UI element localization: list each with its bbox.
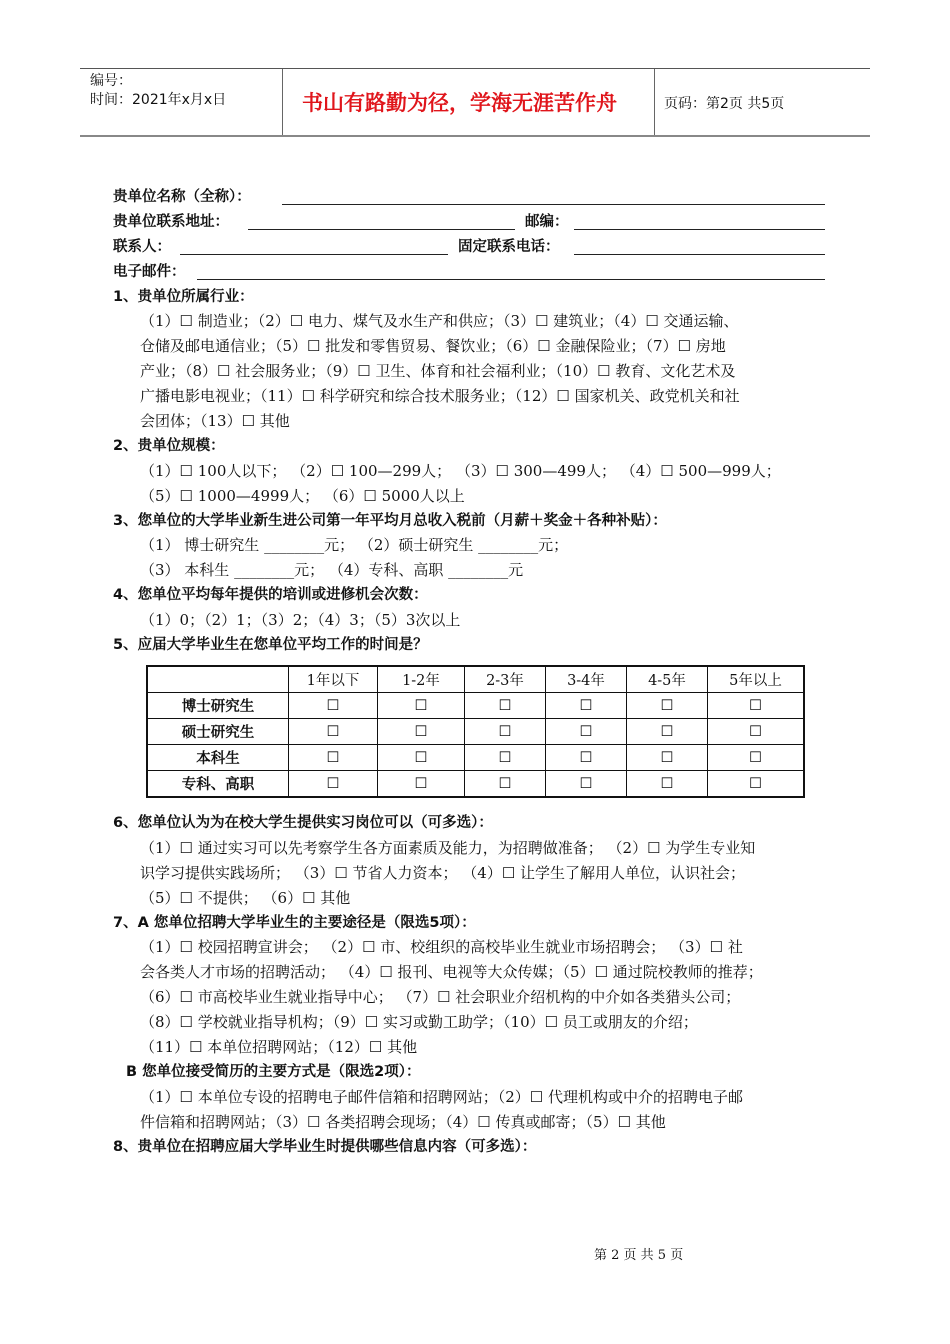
q3-line: （3） 本科生 ________元； （4）专科、高职 ________元: [140, 561, 524, 579]
checkbox[interactable]: ☐: [708, 745, 805, 771]
checkbox[interactable]: ☐: [378, 693, 465, 719]
table-header-row: [147, 666, 804, 693]
checkbox[interactable]: ☐: [627, 771, 708, 798]
q1-line: 产业；（8）☐ 社会服务业；（9）☐ 卫生、体育和社会福利业；（10）☐ 教育、文化艺术及: [140, 362, 736, 380]
q2-line: （1）☐ 100人以下； （2）☐ 100—299人； （3）☐ 300—499人； （4）☐ 500—999人；: [140, 462, 781, 480]
q6-line: （5）☐ 不提供； （6）☐ 其他: [140, 889, 351, 907]
q3-line: （1） 博士研究生 ________元； （2）硕士研究生 ________元；: [140, 536, 569, 554]
q1-line: 会团体；（13）☐ 其他: [140, 412, 290, 430]
q1-title: 1、贵单位所属行业：: [113, 289, 254, 305]
q7-line: （1）☐ 校园招聘宣讲会； （2）☐ 市、校组织的高校毕业生就业市场招聘会； （3）☐ 社: [140, 938, 743, 956]
q7-title: 7、A 您单位招聘大学毕业生的主要途径是（限选5项）：: [113, 915, 476, 931]
q5-title: 5、应届大学毕业生在您单位平均工作的时间是？: [113, 637, 428, 653]
table-row: [147, 719, 804, 745]
q1-line: 仓储及邮电通信业；（5）☐ 批发和零售贸易、餐饮业；（6）☐ 金融保险业；（7）☐ 房地: [140, 337, 726, 355]
checkbox[interactable]: ☐: [289, 719, 378, 745]
checkbox[interactable]: ☐: [546, 745, 627, 771]
q4-line: （1）0；（2）1；（3）2；（4）3；（5）3次以上: [140, 611, 461, 629]
label-name: 贵单位名称（全称）：: [113, 189, 251, 205]
field-contact[interactable]: [180, 254, 448, 255]
field-postcode[interactable]: [574, 229, 825, 230]
label-address: 贵单位联系地址：: [113, 214, 229, 230]
checkbox[interactable]: ☐: [546, 693, 627, 719]
q2-line: （5）☐ 1000—4999人； （6）☐ 5000人以上: [140, 487, 465, 505]
label-email: 电子邮件：: [113, 264, 186, 280]
date-label: 时间：2021年x月x日: [90, 92, 227, 108]
page-header: [80, 68, 870, 137]
checkbox[interactable]: ☐: [289, 771, 378, 798]
q7b-title: B 您单位接受简历的主要方式是（限选2项）：: [126, 1064, 421, 1080]
q5-table: [146, 665, 805, 798]
q7b-line: 件信箱和招聘网站；（3）☐ 各类招聘会现场；（4）☐ 传真或邮寄；（5）☐ 其他: [140, 1113, 666, 1131]
q4-title: 4、您单位平均每年提供的培训或进修机会次数：: [113, 587, 428, 603]
row-header: 专科、高职: [147, 771, 289, 798]
q6-line: （1）☐ 通过实习可以先考察学生各方面素质及能力，为招聘做准备； （2）☐ 为学生专业知: [140, 839, 756, 857]
checkbox[interactable]: ☐: [378, 719, 465, 745]
checkbox[interactable]: ☐: [627, 693, 708, 719]
column-header: 1年以下: [289, 666, 378, 693]
field-address[interactable]: [248, 229, 515, 230]
label-contact: 联系人：: [113, 239, 171, 255]
checkbox[interactable]: ☐: [465, 693, 546, 719]
q1-line: 广播电影电视业；（11）☐ 科学研究和综合技术服务业；（12）☐ 国家机关、政党机关和社: [140, 387, 740, 405]
field-email[interactable]: [197, 279, 825, 280]
checkbox[interactable]: ☐: [289, 745, 378, 771]
checkbox[interactable]: ☐: [627, 745, 708, 771]
q6-title: 6、您单位认为为在校大学生提供实习岗位可以（可多选）：: [113, 815, 493, 831]
checkbox[interactable]: ☐: [465, 771, 546, 798]
column-header: 3-4年: [546, 666, 627, 693]
checkbox[interactable]: ☐: [708, 693, 805, 719]
column-header: 1-2年: [378, 666, 465, 693]
checkbox[interactable]: ☐: [708, 719, 805, 745]
label-phone: 固定联系电话：: [458, 239, 560, 255]
checkbox[interactable]: ☐: [546, 719, 627, 745]
checkbox[interactable]: ☐: [465, 745, 546, 771]
q2-title: 2、贵单位规模：: [113, 438, 225, 454]
q1-line: （1）☐ 制造业；（2）☐ 电力、煤气及水生产和供应；（3）☐ 建筑业；（4）☐ 交通运输、: [140, 312, 739, 330]
q7-line: （11）☐ 本单位招聘网站；（12）☐ 其他: [140, 1038, 418, 1056]
q7b-line: （1）☐ 本单位专设的招聘电子邮件信箱和招聘网站；（2）☐ 代理机构或中介的招聘电子邮: [140, 1088, 744, 1106]
column-header: 4-5年: [627, 666, 708, 693]
label-postcode: 邮编：: [525, 214, 569, 230]
checkbox[interactable]: ☐: [708, 771, 805, 798]
checkbox[interactable]: ☐: [546, 771, 627, 798]
checkbox[interactable]: ☐: [627, 719, 708, 745]
number-label: 编号：: [90, 73, 132, 89]
field-phone[interactable]: [574, 254, 825, 255]
checkbox[interactable]: ☐: [378, 745, 465, 771]
q7-line: （8）☐ 学校就业指导机构；（9）☐ 实习或勤工助学；（10）☐ 员工或朋友的介绍；: [140, 1013, 698, 1031]
table-row: [147, 745, 804, 771]
q7-line: （6）☐ 市高校毕业生就业指导中心； （7）☐ 社会职业介绍机构的中介如各类猎头公司；: [140, 988, 741, 1006]
table-row: [147, 771, 804, 798]
q6-line: 识学习提供实践场所； （3）☐ 节省人力资本； （4）☐ 让学生了解用人单位，认识社会；: [140, 864, 746, 882]
checkbox[interactable]: ☐: [465, 719, 546, 745]
q8-title: 8、贵单位在招聘应届大学毕业生时提供哪些信息内容（可多选）：: [113, 1139, 537, 1155]
column-header: 5年以上: [708, 666, 805, 693]
q7-line: 会各类人才市场的招聘活动； （4）☐ 报刊、电视等大众传媒；（5）☐ 通过院校教师的推荐；: [140, 963, 763, 981]
row-header: 博士研究生: [147, 693, 289, 719]
motto: 书山有路勤为径，学海无涯苦作舟: [302, 91, 617, 115]
checkbox[interactable]: ☐: [378, 771, 465, 798]
column-header: 2-3年: [465, 666, 546, 693]
page-footer: 第 2 页 共 5 页: [594, 1248, 684, 1263]
row-header: 本科生: [147, 745, 289, 771]
field-name[interactable]: [282, 204, 825, 205]
q3-title: 3、您单位的大学毕业新生进公司第一年平均月总收入税前（月薪＋奖金＋各种补贴）：: [113, 513, 667, 529]
table-row: [147, 693, 804, 719]
page-info: 页码：第2页 共5页: [664, 96, 785, 112]
checkbox[interactable]: ☐: [289, 693, 378, 719]
row-header: 硕士研究生: [147, 719, 289, 745]
